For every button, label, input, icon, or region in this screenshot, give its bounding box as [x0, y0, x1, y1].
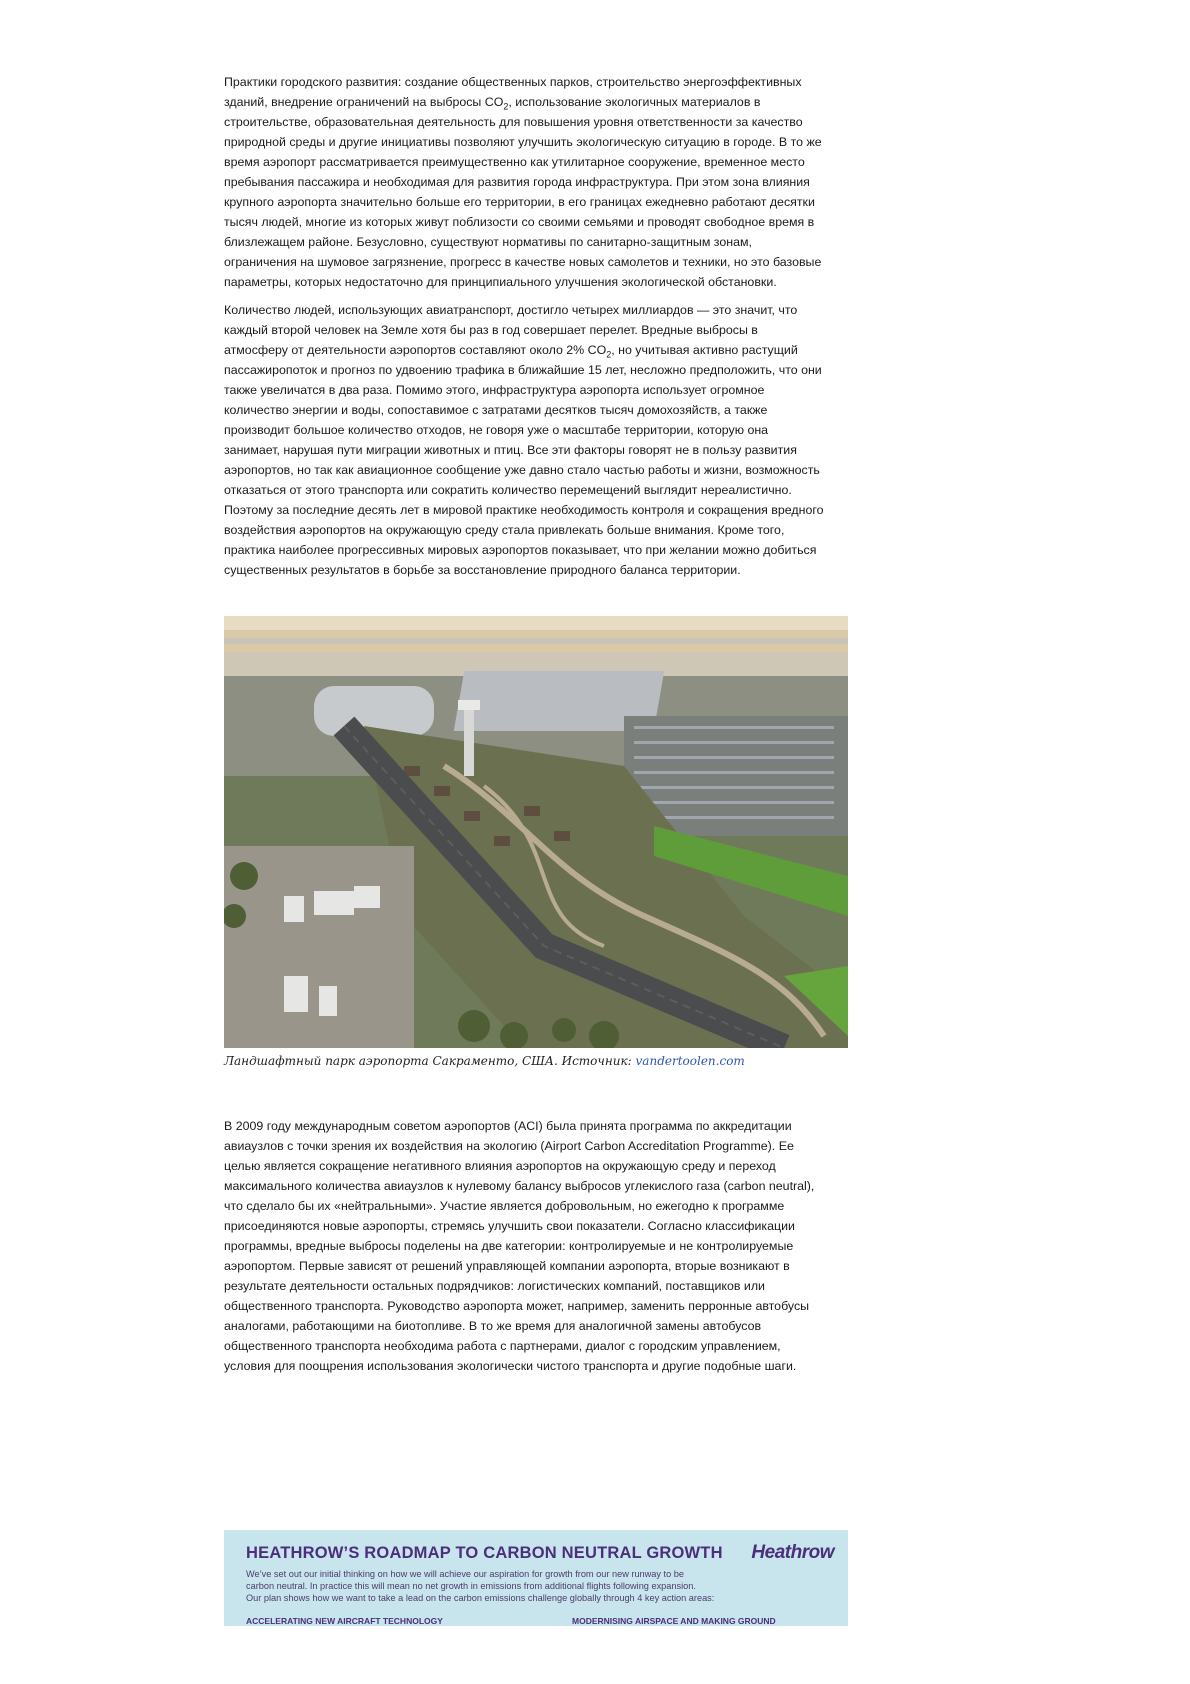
paragraph-text: , использование экологичных материалов в строительстве, образовательная деятельность для повышения уровня ответственности за качество природной среды и другие инициативы позволяют улучшить экологическую ситуацию в городе. В то же время аэропорт рассматривается преимущественно как утилитарное сооружение, временное место пребывания пассажира и необходимая для развития города инфраструктура. При этом зона влияния крупного аэропорта значительно больше его территории, в его границах ежедневно работают десятки тысяч людей, многие из которых живут поблизости со своими семьями и проводят свободное время в близлежащем районе. Безусловно, существуют нормативы по санитарно-защитным зонам, ограничения на шумовое загрязнение, прогресс в качестве новых самолетов и техники, но это базовые параметры, которых недостаточно для принципиального улучшения экологической обстановки. — [224, 95, 822, 289]
heathrow-banner — [224, 1530, 848, 1626]
aerial-airport-photo — [224, 616, 848, 1048]
paragraph-aci-programme: В 2009 году международным советом аэропортов (ACI) была принята программа по аккредитации авиаузлов с точки зрения их воздействия на экологию (Airport Carbon Accreditation Programme). Ее целью является сокращение негативного влияния аэропортов на окружающую среду и переход максимального количества авиаузлов к нулевому балансу выбросов углекислого газа (carbon neutral), что сделало бы их «нейтральными». Участие является добровольным, но ежегодно к программе присоединяются новые аэропорты, стремясь улучшить свои показатели. Согласно классификации программы, вредные выбросы поделены на две категории: контролируемые и не контролируемые аэропортом. Первые зависят от решений управляющей компании аэропорта, вторые возникают в результате деятельности остальных подрядчиков: логистических компаний, поставщиков или общественного транспорта. Руководство аэропорта может, например, заменить перронные автобусы аналогами, работающими на биотопливе. В то же время для аналогичной замены автобусов общественного транспорта необходима работа с партнерами, диалог с городским управлением, условия для поощрения использования экологически чистого транспорта и другие подобные шаги. — [224, 1119, 815, 1373]
banner-line: Our plan shows how we want to take a lead on the carbon emissions challenge globally through 4 key action areas: — [246, 1593, 715, 1603]
banner-heading-left: ACCELERATING NEW AIRCRAFT TECHNOLOGY — [246, 1616, 443, 1626]
article-body — [224, 72, 844, 1384]
paragraph-text: Практики городского развития: создание общественных парков, строительство энергоэффективных зданий, внедрение ограничений на выбросы CO — [224, 75, 802, 109]
heathrow-logo: Heathrow — [751, 1542, 834, 1563]
subscript: 2 — [606, 349, 612, 360]
figure-caption — [224, 1054, 848, 1068]
paragraph-urban-practices — [224, 72, 824, 292]
paragraph-text: Количество людей, использующих авиатранспорт, достигло четырех миллиардов — это значит, что каждый второй человек на Земле хотя бы раз в год совершает перелет. Вредные выбросы в атмосферу от деятельности аэропортов составляют около 2% CO — [224, 303, 798, 357]
paragraph-passenger-volume — [224, 300, 824, 580]
source-link[interactable]: vandertoolen.com — [635, 1054, 745, 1068]
banner-heading-right: MODERNISING AIRSPACE AND MAKING GROUND — [572, 1616, 776, 1626]
banner-line: We’ve set out our initial thinking on how we will achieve our aspiration for growth from our new runway to be — [246, 1569, 684, 1579]
banner-line: carbon neutral. In practice this will mean no net growth in emissions from additional flights following expansion. — [246, 1581, 696, 1591]
subscript: 2 — [503, 101, 509, 112]
caption-text: Ландшафтный парк аэропорта Сакраменто, США. Источник: — [224, 1054, 636, 1068]
figure-sacramento-park — [224, 616, 848, 1068]
paragraph-text: , но учитывая активно растущий пассажиропоток и прогноз по удвоению трафика в ближайшие 15 лет, несложно предположить, что они также увеличатся в два раза. Помимо этого, инфраструктура аэропорта использует огромное количество энергии и воды, сопоставимое с затратами десятков тысяч домохозяйств, а также производит большое количество отходов, не говоря уже о масштабе территории, которую она занимает, нарушая пути миграции животных и птиц. Все эти факторы говорят не в пользу развития аэропортов, но так как авиационное сообщение уже давно стало частью работы и жизни, возможность отказаться от этого транспорта или сократить количество перемещений выглядит нереалистично. Поэтому за последние десять лет в мировой практике необходимость контроля и сокращения вредного воздействия аэропортов на окружающую среду стала привлекать больше внимания. Кроме того, практика наиболее прогрессивных мировых аэропортов показывает, что при желании можно добиться существенных результатов в борьбе за восстановление природного баланса территории. — [224, 343, 824, 577]
banner-text — [246, 1568, 806, 1604]
banner-title: HEATHROW’S ROADMAP TO CARBON NEUTRAL GROWTH — [246, 1544, 723, 1562]
